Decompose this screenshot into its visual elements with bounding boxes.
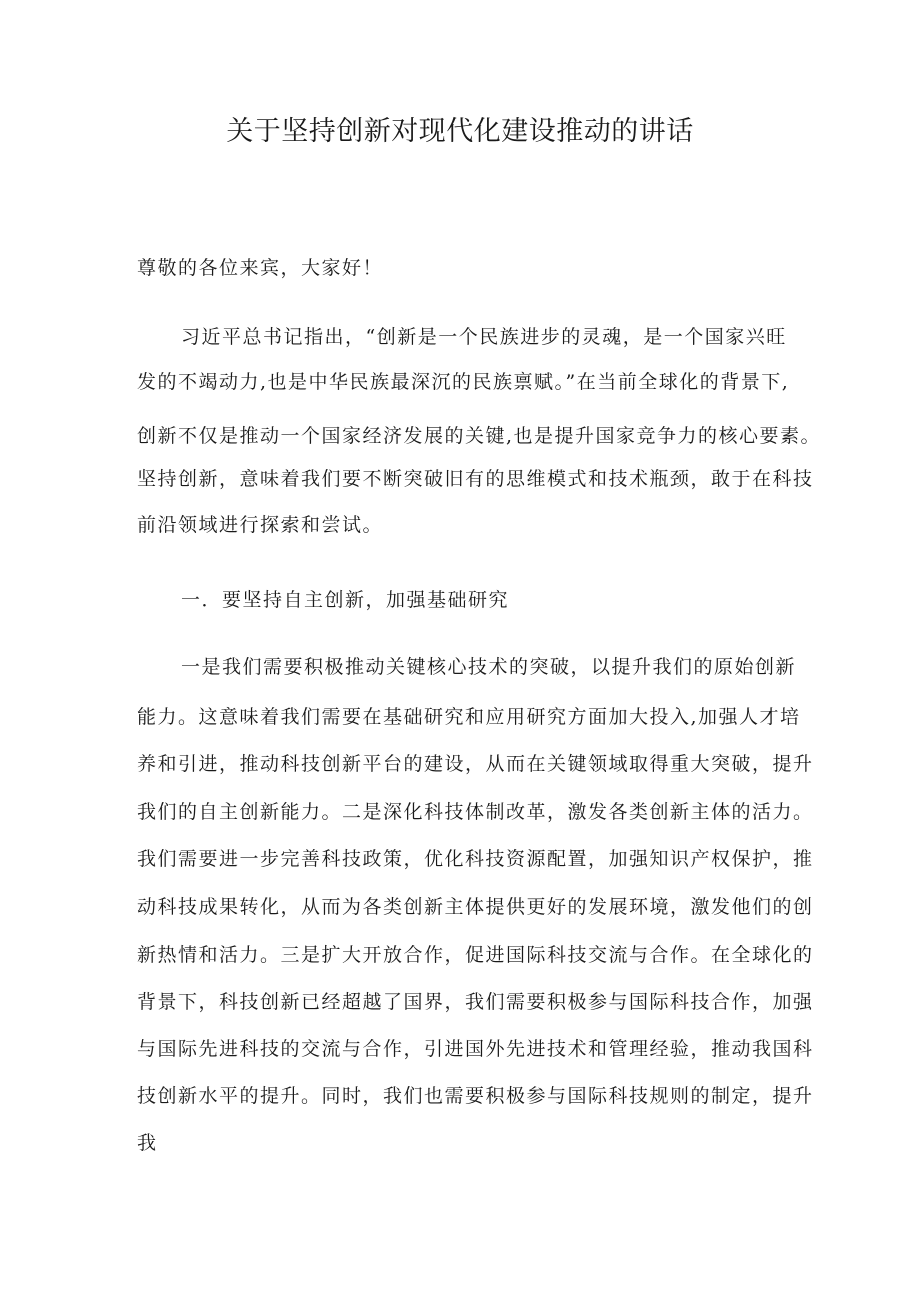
paragraph-2-line: 新热情和活力。三是扩大开放合作，促进国际科技交流与合作。在全球化的 [137,944,814,966]
paragraph-1-line: 坚持创新，意味着我们要不断突破旧有的思维模式和技术瓶颈，敢于在科技 [137,468,814,490]
paragraph-1-line: 创新不仅是推动一个国家经济发展的关键,也是提升国家竞争力的核心要素。 [137,425,822,447]
paragraph-2-line: 能力。这意味着我们需要在基础研究和应用研究方面加大投入,加强人才培 [137,706,801,728]
paragraph-2-line: 我们的自主创新能力。二是深化科技体制改革，激发各类创新主体的活力。 [137,801,814,823]
paragraph-2-line: 技创新水平的提升。同时，我们也需要积极参与国际科技规则的制定，提升 [137,1085,814,1107]
document-title: 关于坚持创新对现代化建设推动的讲话 [226,116,694,147]
paragraph-2-line: 与国际先进科技的交流与合作，引进国外先进技术和管理经验，推动我国科 [137,1038,814,1060]
paragraph-2-line: 我 [137,1132,158,1154]
paragraph-2-line: 背景下，科技创新已经超越了国界，我们需要积极参与国际科技合作，加强 [137,991,814,1013]
paragraph-1-line: 习近平总书记指出，“创新是一个民族进步的灵魂，是一个国家兴旺 [181,326,787,348]
section-heading: 一．要坚持自主创新，加强基础研究 [181,589,510,611]
paragraph-2-line: 动科技成果转化，从而为各类创新主体提供更好的发展环境，激发他们的创 [137,896,814,918]
paragraph-1-line: 发的不竭动力,也是中华民族最深沉的民族禀赋。”在当前全球化的背景下, [137,371,790,393]
paragraph-2-line: 养和引进，推动科技创新平台的建设，从而在关键领域取得重大突破，提升 [137,753,814,775]
greeting: 尊敬的各位来宾，大家好！ [137,257,384,279]
paragraph-2-line: 一是我们需要积极推动关键核心技术的突破，以提升我们的原始创新 [181,656,797,678]
paragraph-2-line: 我们需要进一步完善科技政策，优化科技资源配置，加强知识产权保护，推 [137,848,814,870]
paragraph-1-line: 前沿领域进行探索和尝试。 [137,514,384,536]
